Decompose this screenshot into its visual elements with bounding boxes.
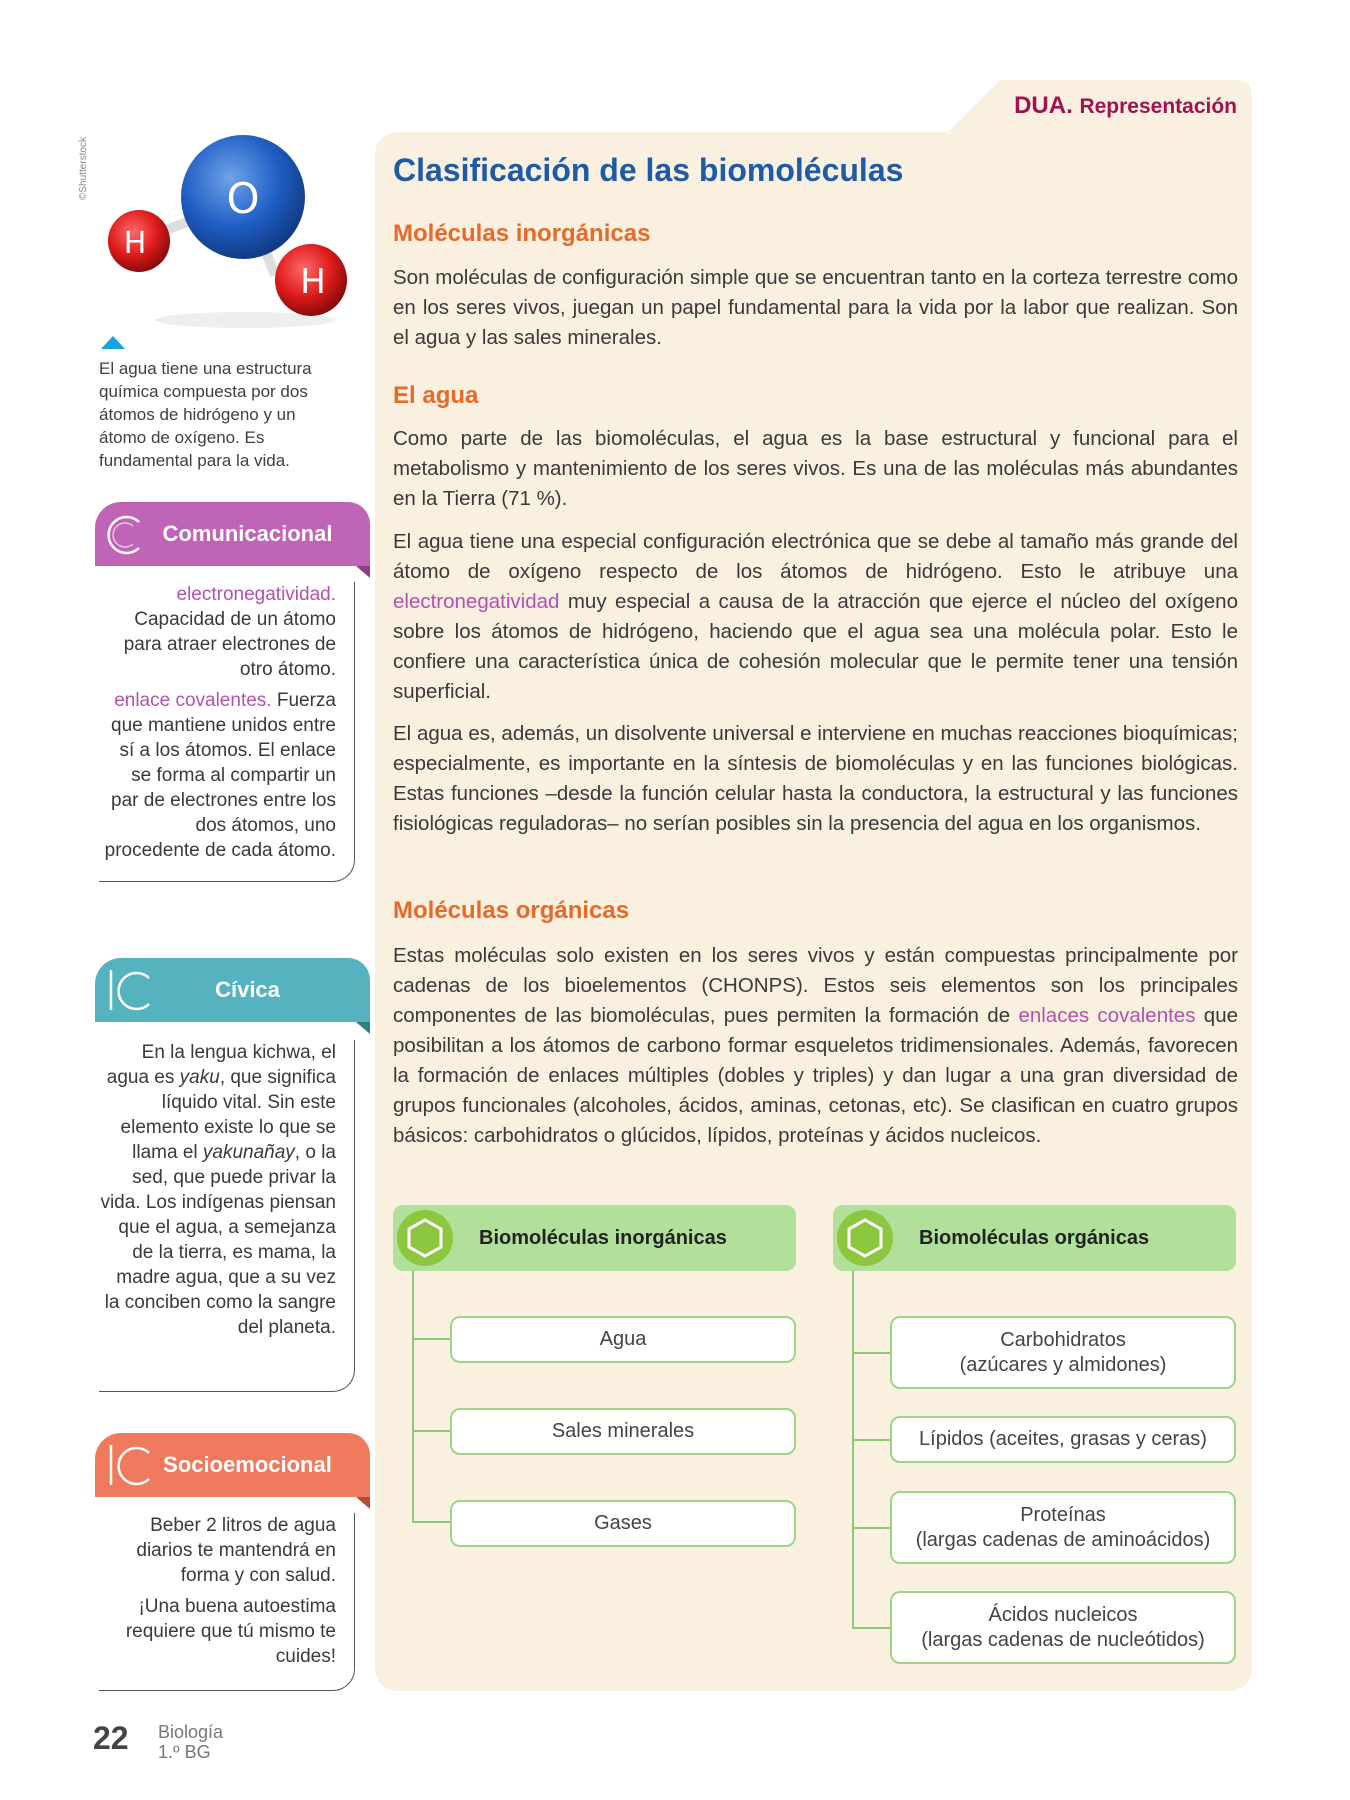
civica-ic-icon: [99, 966, 159, 1014]
connector: [852, 1439, 890, 1441]
paragraph: Estas moléculas solo existen en los seres vivos y están compuestas principalmente por cadenas de los bioelementos (CHONPS). Estos seis elementos son los principales componentes de las biomoléculas, pues permiten la formación de enlaces covalentes que posibilitan a los átomos de carbono formar esqueletos tridimensionales. Además, favorecen la formación de enlaces múltiples (dobles y triples) y dan lugar a una gran diversidad de grupos funcionales (alcoholes, ácidos, aminas, cetonas, etc). Se clasifican en cuatro grupos básicos: carbohidratos o glúcidos, lípidos, proteínas y ácidos nucleicos.: [393, 944, 1238, 1147]
diagram-item: Lípidos (aceites, grasas y ceras): [890, 1416, 1236, 1463]
paragraph: Son moléculas de configuración simple que se encuentran tanto en la corteza terrestre como en los seres vivos, juegan un papel fundamental para la vida por la labor que realizan. Son el agua y las sales minerales.: [393, 266, 1238, 349]
socioemocional-ic-icon: [99, 1441, 159, 1489]
term-link: electronegatividad: [393, 590, 560, 613]
comunicacional-box: [99, 582, 355, 882]
civica-title: Cívica: [215, 977, 280, 1002]
paragraph: El agua tiene una especial configuración electrónica que se debe al tamaño más grande del átomo de oxígeno respecto de los átomos de hidrógeno. Esto le atribuye una electronegatividad muy especial a causa de la atracción que ejerce el núcleo del oxígeno sobre los átomos de hidrógeno, haciendo que el agua sea una molécula polar. Esto le confiere una característica única de cohesión molecular que le permite tener una tensión superficial.: [393, 530, 1238, 703]
comunicacional-title: Comunicacional: [162, 521, 333, 546]
civica-text: , o la sed, que puede privar la vida. Los indígenas piensan que el agua, a semejanza de la tierra, es mama, la madre agua, que a su vez la conciben como la sangre del planeta.: [100, 1142, 336, 1338]
civica-text: En la lengua kichwa, el agua es: [106, 1042, 336, 1088]
comunicacional-c-icon: [99, 510, 159, 558]
hexagon-icon: [837, 1210, 893, 1266]
dua-label: DUA. Representación: [1014, 92, 1237, 119]
kichwa-word: yakunañay: [202, 1142, 295, 1163]
socioemocional-banner: [95, 1433, 370, 1497]
organic-header-title: Biomoléculas orgánicas: [919, 1226, 1150, 1249]
civica-text: , que significa líquido vital. Sin este elemento existe lo que se llama el: [120, 1067, 336, 1163]
hydrogen-label: H: [123, 226, 147, 261]
glossary-term: enlace covalentes.: [114, 690, 272, 711]
socioemocional-box: [99, 1513, 355, 1691]
water-molecule-image: [95, 125, 355, 330]
organic-header: [833, 1205, 1236, 1271]
diagram-item: Proteínas (largas cadenas de aminoácidos): [890, 1491, 1236, 1564]
connector: [412, 1521, 450, 1523]
hydrogen-label: H: [300, 262, 326, 302]
connector: [412, 1271, 414, 1522]
civica-box: [99, 1040, 355, 1392]
page-number: 22: [93, 1720, 129, 1756]
socioemocional-title: Socioemocional: [163, 1452, 332, 1477]
diagram-item: Gases: [450, 1500, 796, 1547]
connector: [852, 1271, 854, 1628]
paragraph: Como parte de las biomoléculas, el agua es la base estructural y funcional para el metabolismo y mantenimiento de los seres vivos. Es una de las moléculas más abundantes en la Tierra (71 %).: [393, 427, 1238, 510]
image-caption: El agua tiene una estructura química compuesta por dos átomos de hidrógeno y un átomo de oxígeno. Es fundamental para la vida.: [99, 359, 312, 470]
image-credit: ©Shutterstock: [78, 137, 89, 200]
diagram-item: Ácidos nucleicos (largas cadenas de nucleótidos): [890, 1591, 1236, 1664]
hexagon-icon: [397, 1210, 453, 1266]
connector: [412, 1430, 450, 1432]
heading-inorganic: Moléculas inorgánicas: [393, 220, 651, 247]
term-link: enlaces covalentes: [1018, 1004, 1196, 1027]
heading-water: El agua: [393, 382, 479, 409]
socioemocional-text: Beber 2 litros de agua diarios te mantendrá en forma y con salud.: [136, 1515, 336, 1586]
diagram-item: Sales minerales: [450, 1408, 796, 1455]
connector: [852, 1527, 890, 1529]
comunicacional-banner: [95, 502, 370, 566]
socioemocional-text: ¡Una buena autoestima requiere que tú mismo te cuides!: [125, 1596, 336, 1667]
page-title: Clasificación de las biomoléculas: [393, 152, 904, 188]
glossary-definition: Capacidad de un átomo para atraer electrones de otro átomo.: [123, 609, 336, 680]
connector: [852, 1627, 890, 1629]
glossary-definition: Fuerza que mantiene unidos entre sí a los átomos. El enlace se forma al compartir un par de electrones entre los dos átomos, uno procedente de cada átomo.: [104, 690, 336, 861]
civica-banner: [95, 958, 370, 1022]
caption-triangle-icon: [101, 336, 125, 349]
paragraph: El agua es, además, un disolvente universal e interviene en muchas reacciones bioquímicas; especialmente, es importante en la síntesis de biomoléculas y en las funciones biológicas. Estas funciones –desde la función celular hasta la conductora, la estructural y las funciones fisiológicas reguladoras– no serían posibles sin la presencia del agua en los organismos.: [393, 722, 1238, 835]
heading-organic: Moléculas orgánicas: [393, 897, 630, 924]
book-info: Biología 1.º BG: [158, 1722, 224, 1762]
kichwa-word: yaku: [179, 1067, 220, 1088]
connector: [412, 1338, 450, 1340]
glossary-term: electronegatividad.: [176, 584, 336, 605]
inorganic-header-title: Biomoléculas inorgánicas: [479, 1226, 727, 1249]
diagram-item: Agua: [450, 1316, 796, 1363]
oxygen-label: O: [226, 174, 260, 223]
diagram-item: Carbohidratos (azúcares y almidones): [890, 1316, 1236, 1389]
connector: [852, 1352, 890, 1354]
inorganic-header: [393, 1205, 796, 1271]
